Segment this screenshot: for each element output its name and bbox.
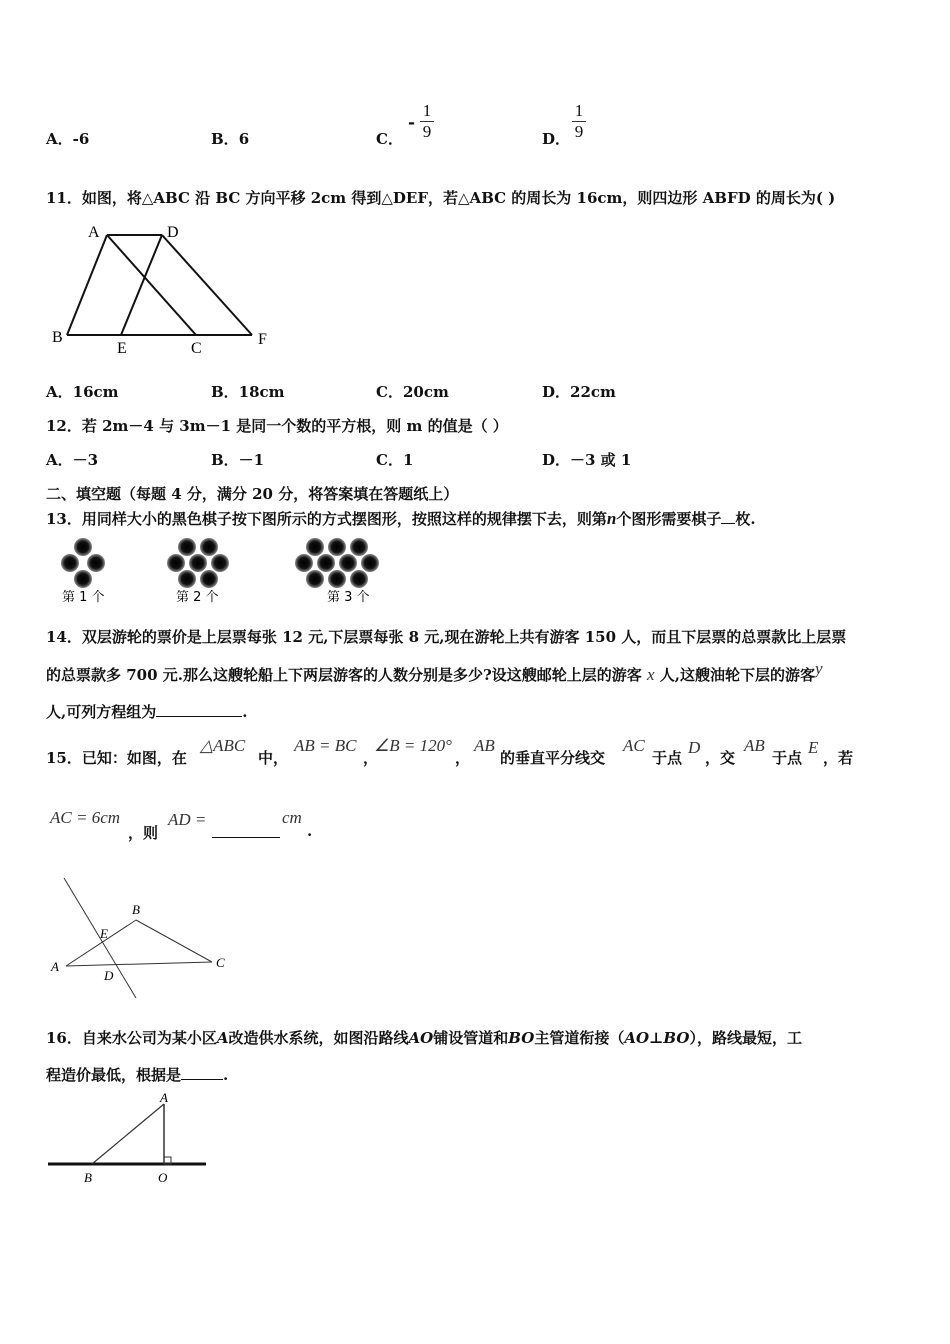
q15-prefix: 15．已知：如图，在 bbox=[46, 749, 187, 767]
q13-text-after: 个图形需要棋子 bbox=[616, 510, 722, 528]
q11-option-c[interactable]: C．20cm bbox=[376, 383, 449, 401]
q13-pattern-figure bbox=[50, 535, 470, 605]
option-letter: A． bbox=[46, 130, 73, 148]
option-letter: C． bbox=[376, 130, 403, 148]
q16-line-1a: 16．自来水公司为某小区 bbox=[46, 1029, 217, 1047]
label-b: B bbox=[84, 1170, 92, 1185]
q15-ab: AB bbox=[474, 736, 495, 755]
q15-t5: ，若 bbox=[823, 749, 854, 767]
q12-text: 12．若 2m－4 与 3m－1 是同一个数的平方根，则 m 的值是（ ） bbox=[46, 417, 508, 435]
q16-line-2-text: 程造价最低，根据是 bbox=[46, 1066, 182, 1084]
label-f: F bbox=[258, 331, 267, 348]
label-a: A bbox=[160, 1090, 168, 1105]
label-b: B bbox=[132, 902, 140, 917]
label-e: E bbox=[117, 340, 127, 357]
q10-option-c[interactable] bbox=[376, 128, 403, 149]
q12-option-b[interactable]: B．－1 bbox=[211, 451, 265, 469]
q10-option-d-fraction bbox=[572, 102, 586, 141]
option-value: 6 bbox=[238, 130, 250, 148]
q16-line-1d: 主管道衔接（ bbox=[534, 1029, 625, 1047]
q10-option-c-sign: - bbox=[408, 113, 416, 133]
ab-segment bbox=[92, 1104, 164, 1164]
q15-answer-blank[interactable] bbox=[212, 822, 280, 838]
q15-end: . bbox=[307, 822, 313, 840]
q15-triangle: △ABC bbox=[200, 736, 246, 755]
pattern-2 bbox=[167, 538, 229, 588]
label-c: C bbox=[191, 340, 202, 357]
q16-line-1c: 铺设管道和 bbox=[433, 1029, 509, 1047]
pattern-1 bbox=[61, 538, 105, 588]
q15-t1: 的垂直平分线交 bbox=[500, 749, 606, 767]
option-value: -6 bbox=[72, 130, 90, 148]
q16-line-1 bbox=[46, 1027, 802, 1048]
q14-var-y: y bbox=[815, 659, 823, 678]
q10-option-c-fraction bbox=[420, 102, 434, 141]
q15-comma: ， bbox=[363, 749, 379, 767]
pattern-3 bbox=[295, 538, 379, 588]
option-letter: B． bbox=[211, 130, 239, 148]
label-d: D bbox=[167, 224, 179, 241]
q14-answer-blank[interactable] bbox=[156, 716, 242, 717]
q10-option-d[interactable] bbox=[542, 128, 570, 149]
q14-line-2a: 的总票款多 700 元.那么这艘轮船上下两层游客的人数分别是多少?设这艘邮轮上层的游客 bbox=[46, 666, 642, 684]
q12-option-c[interactable]: C．1 bbox=[376, 451, 414, 469]
q13-text bbox=[46, 508, 756, 529]
q10-option-b[interactable] bbox=[211, 128, 249, 149]
q15-cond1: AB = BC bbox=[294, 736, 357, 755]
q10-option-a[interactable] bbox=[46, 128, 89, 149]
q14-line-3 bbox=[46, 701, 247, 722]
q15-cond2: ∠B = 120° bbox=[374, 736, 452, 755]
label-a: A bbox=[51, 959, 59, 974]
option-letter: D． bbox=[542, 130, 571, 148]
q14-line-1: 14．双层游轮的票价是上层票每张 12 元,下层票每张 8 元,现在游轮上共有游客 150 人，而且下层票的总票款比上层票 bbox=[46, 628, 847, 646]
q15-unit: cm bbox=[282, 808, 302, 827]
label-a: A bbox=[88, 224, 100, 241]
label-c: C bbox=[216, 955, 225, 970]
q14-line-3-end: . bbox=[242, 703, 248, 721]
q11-translation-figure bbox=[44, 220, 284, 360]
q14-var-x: x bbox=[647, 665, 655, 684]
q12-option-a[interactable]: A．－3 bbox=[46, 451, 99, 469]
q16-bo: BO bbox=[508, 1029, 535, 1047]
label-d: D bbox=[104, 968, 114, 983]
label-e: E bbox=[100, 926, 108, 941]
q14-line-2 bbox=[46, 659, 823, 685]
q14-line-3a: 人,可列方程组为 bbox=[46, 703, 157, 721]
q16-line-1b: 改造供水系统，如图沿路线 bbox=[228, 1029, 409, 1047]
q11-option-a[interactable]: A．16cm bbox=[46, 383, 119, 401]
q12-option-d[interactable]: D．－3 或 1 bbox=[542, 451, 632, 469]
q15-given: AC = 6cm bbox=[50, 808, 121, 827]
q16-ao: AO bbox=[408, 1029, 434, 1047]
caption-3: 第 3 个 bbox=[327, 590, 370, 605]
q15-ad: AD = bbox=[168, 810, 207, 829]
q16-point-a: A bbox=[216, 1029, 229, 1047]
q16-line-2-end: . bbox=[223, 1066, 229, 1084]
q15-t4: 于点 bbox=[772, 749, 803, 767]
q13-text-end: 枚. bbox=[735, 510, 756, 528]
section-heading: 二、填空题（每题 4 分，满分 20 分，将答案填在答题纸上） bbox=[46, 485, 459, 503]
q15-mid: 中， bbox=[258, 749, 289, 767]
numerator: 1 bbox=[422, 101, 432, 120]
numerator: 1 bbox=[574, 101, 584, 120]
label-o: O bbox=[158, 1170, 168, 1185]
q16-line-1e: ），路线最短，工 bbox=[689, 1029, 802, 1047]
q16-line-2 bbox=[46, 1064, 228, 1085]
q16-pipe-figure bbox=[44, 1090, 214, 1190]
q16-perp: AO⊥BO bbox=[624, 1029, 690, 1047]
caption-2: 第 2 个 bbox=[176, 590, 219, 605]
q13-text-before: 13．用同样大小的黑色棋子按下图所示的方式摆图形，按照这样的规律摆下去，则第 bbox=[46, 510, 607, 528]
q13-var-n: n bbox=[606, 509, 617, 528]
q11-option-d[interactable]: D．22cm bbox=[542, 383, 616, 401]
denominator: 9 bbox=[574, 122, 584, 141]
q11-text: 11．如图，将△ABC 沿 BC 方向平移 2cm 得到△DEF，若△ABC 的周长为 16cm，则四边形 ABFD 的周长为( ) bbox=[46, 189, 836, 207]
denominator: 9 bbox=[422, 122, 432, 141]
q15-t3: ，交 bbox=[705, 749, 736, 767]
label-b: B bbox=[52, 329, 63, 346]
q15-point-e: E bbox=[808, 738, 819, 757]
q15-t2: 于点 bbox=[652, 749, 683, 767]
q15-ac: AC bbox=[623, 736, 645, 755]
q15-point-d: D bbox=[688, 738, 701, 757]
q13-answer-blank[interactable] bbox=[721, 523, 735, 524]
q15-sep: ， bbox=[455, 749, 471, 767]
q15-then: ，则 bbox=[128, 824, 159, 842]
caption-1: 第 1 个 bbox=[62, 590, 105, 605]
q16-answer-blank[interactable] bbox=[181, 1079, 223, 1080]
q11-option-b[interactable]: B．18cm bbox=[211, 383, 285, 401]
q15-triangle-figure bbox=[44, 870, 244, 1000]
q15-ab2: AB bbox=[744, 736, 765, 755]
q14-line-2b: 人,这艘油轮下层的游客 bbox=[659, 666, 816, 684]
